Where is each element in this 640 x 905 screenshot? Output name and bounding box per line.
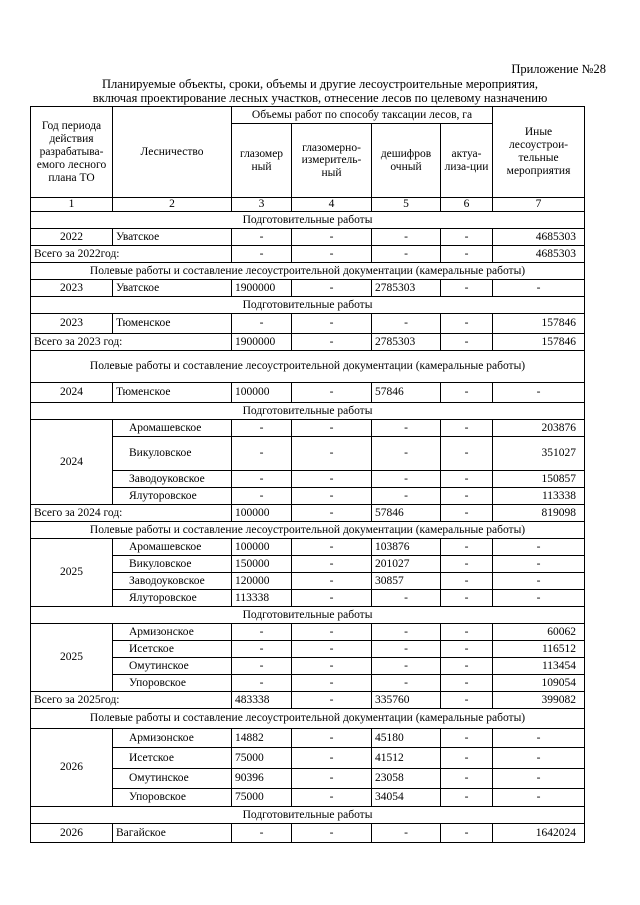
- value-cell: -: [441, 729, 493, 748]
- table-row: [31, 641, 585, 658]
- header-other-measures: Иные лесоустрои-тельные мероприятия: [493, 107, 585, 198]
- value-cell: -: [232, 488, 292, 505]
- value-cell: 113338: [493, 488, 585, 505]
- forestry-cell: Аромашевское: [113, 420, 232, 437]
- value-cell: -: [292, 556, 372, 573]
- table-row: [31, 556, 585, 573]
- forestry-cell: Исетское: [113, 748, 232, 769]
- col-number: 6: [441, 198, 493, 212]
- table-row: [31, 624, 585, 641]
- forestry-cell: Омутинское: [113, 658, 232, 675]
- value-cell: 57846: [372, 383, 441, 403]
- value-cell: -: [232, 658, 292, 675]
- table-row: [31, 590, 585, 607]
- year-cell: 2023: [31, 280, 113, 297]
- value-cell: 100000: [232, 539, 292, 556]
- section-header: Полевые работы и составление лесоустроительной документации (камеральные работы): [31, 522, 585, 539]
- table-row: [31, 675, 585, 692]
- header-visual-measuring: глазомерно-измеритель-ный: [292, 124, 372, 198]
- value-cell: 75000: [232, 748, 292, 769]
- forestry-cell: Тюменское: [113, 383, 232, 403]
- forestry-cell: Исетское: [113, 641, 232, 658]
- value-cell: -: [441, 383, 493, 403]
- total-label: Всего за 2022год:: [31, 246, 232, 263]
- document-title: [0, 77, 640, 105]
- value-cell: -: [232, 624, 292, 641]
- section-header: Полевые работы и составление лесоустроительной документации (камеральные работы): [31, 351, 585, 383]
- value-cell: 150857: [493, 471, 585, 488]
- value-cell: 34054: [372, 789, 441, 807]
- value-cell: -: [232, 824, 292, 843]
- value-cell: -: [292, 641, 372, 658]
- value-cell: -: [292, 488, 372, 505]
- header-actualization: актуа-лиза-ции: [441, 124, 493, 198]
- value-cell: -: [372, 229, 441, 246]
- value-cell: -: [292, 692, 372, 709]
- table-row: [31, 383, 585, 403]
- value-cell: -: [441, 314, 493, 334]
- value-cell: 201027: [372, 556, 441, 573]
- value-cell: -: [441, 471, 493, 488]
- value-cell: 100000: [232, 505, 292, 522]
- value-cell: -: [232, 675, 292, 692]
- forestry-cell: Армизонское: [113, 624, 232, 641]
- value-cell: 351027: [493, 437, 585, 471]
- value-cell: -: [441, 641, 493, 658]
- value-cell: -: [232, 471, 292, 488]
- value-cell: 4685303: [493, 229, 585, 246]
- total-label: Всего за 2024 год:: [31, 505, 232, 522]
- header-volumes-group: Объемы работ по способу таксации лесов, га: [232, 107, 493, 124]
- value-cell: -: [441, 420, 493, 437]
- value-cell: -: [372, 488, 441, 505]
- value-cell: 157846: [493, 334, 585, 351]
- value-cell: -: [441, 539, 493, 556]
- value-cell: -: [441, 488, 493, 505]
- value-cell: 4685303: [493, 246, 585, 263]
- table-row: [31, 789, 585, 807]
- table-row: [31, 229, 585, 246]
- table-row: [31, 420, 585, 437]
- forestry-cell: Ялуторовское: [113, 488, 232, 505]
- col-number: 3: [232, 198, 292, 212]
- value-cell: -: [493, 280, 585, 297]
- value-cell: 41512: [372, 748, 441, 769]
- forestry-cell: Упоровское: [113, 789, 232, 807]
- value-cell: 57846: [372, 505, 441, 522]
- value-cell: 113454: [493, 658, 585, 675]
- value-cell: -: [372, 437, 441, 471]
- year-cell: 2022: [31, 229, 113, 246]
- value-cell: -: [493, 573, 585, 590]
- value-cell: -: [493, 590, 585, 607]
- value-cell: -: [441, 573, 493, 590]
- value-cell: -: [372, 314, 441, 334]
- value-cell: 483338: [232, 692, 292, 709]
- forest-plan-table: [30, 106, 585, 843]
- table-row: [31, 573, 585, 590]
- value-cell: 100000: [232, 383, 292, 403]
- value-cell: 1900000: [232, 280, 292, 297]
- value-cell: -: [292, 383, 372, 403]
- year-cell: 2026: [31, 729, 113, 807]
- value-cell: -: [292, 280, 372, 297]
- value-cell: 335760: [372, 692, 441, 709]
- value-cell: -: [372, 624, 441, 641]
- value-cell: -: [372, 471, 441, 488]
- table-row: [31, 280, 585, 297]
- total-row: [31, 692, 585, 709]
- value-cell: 90396: [232, 769, 292, 789]
- col-number: 5: [372, 198, 441, 212]
- forestry-cell: Аромашевское: [113, 539, 232, 556]
- total-row: [31, 334, 585, 351]
- table-row: [31, 658, 585, 675]
- title-line-2: включая проектирование лесных участков, отнесение лесов по целевому назначению: [92, 91, 548, 105]
- value-cell: -: [292, 314, 372, 334]
- value-cell: -: [232, 641, 292, 658]
- value-cell: -: [493, 748, 585, 769]
- forestry-cell: Армизонское: [113, 729, 232, 748]
- value-cell: 120000: [232, 573, 292, 590]
- value-cell: -: [372, 420, 441, 437]
- table-row: [31, 748, 585, 769]
- value-cell: -: [292, 573, 372, 590]
- value-cell: -: [372, 824, 441, 843]
- value-cell: 109054: [493, 675, 585, 692]
- value-cell: -: [493, 789, 585, 807]
- value-cell: -: [441, 824, 493, 843]
- header-interpretation: дешифров очный: [372, 124, 441, 198]
- table-row: [31, 314, 585, 334]
- col-number: 1: [31, 198, 113, 212]
- forestry-cell: Заводоуковское: [113, 471, 232, 488]
- table-row: [31, 769, 585, 789]
- forestry-cell: Заводоуковское: [113, 573, 232, 590]
- value-cell: 23058: [372, 769, 441, 789]
- year-cell: 2026: [31, 824, 113, 843]
- value-cell: -: [292, 675, 372, 692]
- value-cell: -: [441, 437, 493, 471]
- value-cell: -: [441, 556, 493, 573]
- forestry-cell: Тюменское: [113, 314, 232, 334]
- value-cell: -: [292, 334, 372, 351]
- forestry-cell: Ялуторовское: [113, 590, 232, 607]
- year-cell: 2025: [31, 624, 113, 692]
- value-cell: -: [441, 246, 493, 263]
- value-cell: -: [292, 824, 372, 843]
- value-cell: -: [441, 675, 493, 692]
- value-cell: -: [493, 556, 585, 573]
- table-row: [31, 539, 585, 556]
- value-cell: -: [372, 675, 441, 692]
- col-number: 7: [493, 198, 585, 212]
- value-cell: -: [372, 658, 441, 675]
- value-cell: -: [441, 789, 493, 807]
- value-cell: -: [292, 748, 372, 769]
- value-cell: 14882: [232, 729, 292, 748]
- value-cell: -: [292, 539, 372, 556]
- section-header: Подготовительные работы: [31, 607, 585, 624]
- value-cell: -: [232, 420, 292, 437]
- total-label: Всего за 2023 год:: [31, 334, 232, 351]
- forestry-cell: Уватское: [113, 280, 232, 297]
- value-cell: -: [232, 314, 292, 334]
- col-number: 2: [113, 198, 232, 212]
- header-visual: глазомер ный: [232, 124, 292, 198]
- value-cell: 116512: [493, 641, 585, 658]
- appendix-number: Приложение №28: [511, 62, 606, 76]
- forestry-cell: Упоровское: [113, 675, 232, 692]
- value-cell: -: [441, 229, 493, 246]
- value-cell: 103876: [372, 539, 441, 556]
- value-cell: -: [493, 729, 585, 748]
- year-cell: 2024: [31, 420, 113, 505]
- value-cell: -: [232, 229, 292, 246]
- value-cell: 399082: [493, 692, 585, 709]
- value-cell: -: [493, 539, 585, 556]
- total-label: Всего за 2025год:: [31, 692, 232, 709]
- value-cell: -: [292, 229, 372, 246]
- year-cell: 2024: [31, 383, 113, 403]
- table-row: [31, 471, 585, 488]
- value-cell: -: [292, 769, 372, 789]
- year-cell: 2025: [31, 539, 113, 607]
- value-cell: -: [441, 748, 493, 769]
- section-header: Подготовительные работы: [31, 212, 585, 229]
- total-row: [31, 246, 585, 263]
- value-cell: -: [292, 505, 372, 522]
- value-cell: -: [493, 769, 585, 789]
- header-year: Год периода действия разрабатыва-емого лесного плана ТО: [31, 107, 113, 198]
- table-row: [31, 437, 585, 471]
- value-cell: -: [292, 624, 372, 641]
- value-cell: -: [441, 658, 493, 675]
- value-cell: -: [292, 246, 372, 263]
- value-cell: 1642024: [493, 824, 585, 843]
- value-cell: -: [292, 437, 372, 471]
- value-cell: 819098: [493, 505, 585, 522]
- value-cell: 1900000: [232, 334, 292, 351]
- section-header: Полевые работы и составление лесоустроительной документации (камеральные работы): [31, 709, 585, 729]
- section-header: Подготовительные работы: [31, 403, 585, 420]
- value-cell: 113338: [232, 590, 292, 607]
- table-row: [31, 729, 585, 748]
- value-cell: -: [441, 505, 493, 522]
- value-cell: 60062: [493, 624, 585, 641]
- header-forestry: Лесничество: [113, 107, 232, 198]
- col-number: 4: [292, 198, 372, 212]
- value-cell: -: [441, 692, 493, 709]
- value-cell: -: [372, 590, 441, 607]
- total-row: [31, 505, 585, 522]
- value-cell: 30857: [372, 573, 441, 590]
- value-cell: -: [372, 246, 441, 263]
- value-cell: -: [441, 590, 493, 607]
- value-cell: -: [441, 624, 493, 641]
- section-header: Полевые работы и составление лесоустроительной документации (камеральные работы): [31, 263, 585, 280]
- value-cell: -: [372, 641, 441, 658]
- forestry-cell: Викуловское: [113, 437, 232, 471]
- value-cell: 157846: [493, 314, 585, 334]
- value-cell: -: [232, 246, 292, 263]
- table-row: [31, 824, 585, 843]
- value-cell: -: [441, 334, 493, 351]
- value-cell: 75000: [232, 789, 292, 807]
- value-cell: -: [292, 590, 372, 607]
- value-cell: -: [292, 729, 372, 748]
- forestry-cell: Викуловское: [113, 556, 232, 573]
- section-header: Подготовительные работы: [31, 297, 585, 314]
- value-cell: -: [493, 383, 585, 403]
- value-cell: 2785303: [372, 334, 441, 351]
- value-cell: 150000: [232, 556, 292, 573]
- value-cell: 203876: [493, 420, 585, 437]
- value-cell: -: [292, 420, 372, 437]
- forestry-cell: Вагайское: [113, 824, 232, 843]
- value-cell: -: [292, 789, 372, 807]
- table-row: [31, 488, 585, 505]
- year-cell: 2023: [31, 314, 113, 334]
- title-line-1: Планируемые объекты, сроки, объемы и другие лесоустроительные мероприятия,: [101, 77, 539, 91]
- value-cell: -: [232, 437, 292, 471]
- value-cell: -: [441, 280, 493, 297]
- value-cell: 45180: [372, 729, 441, 748]
- value-cell: -: [292, 471, 372, 488]
- value-cell: -: [292, 658, 372, 675]
- forestry-cell: Уватское: [113, 229, 232, 246]
- forestry-cell: Омутинское: [113, 769, 232, 789]
- section-header: Подготовительные работы: [31, 807, 585, 824]
- value-cell: 2785303: [372, 280, 441, 297]
- value-cell: -: [441, 769, 493, 789]
